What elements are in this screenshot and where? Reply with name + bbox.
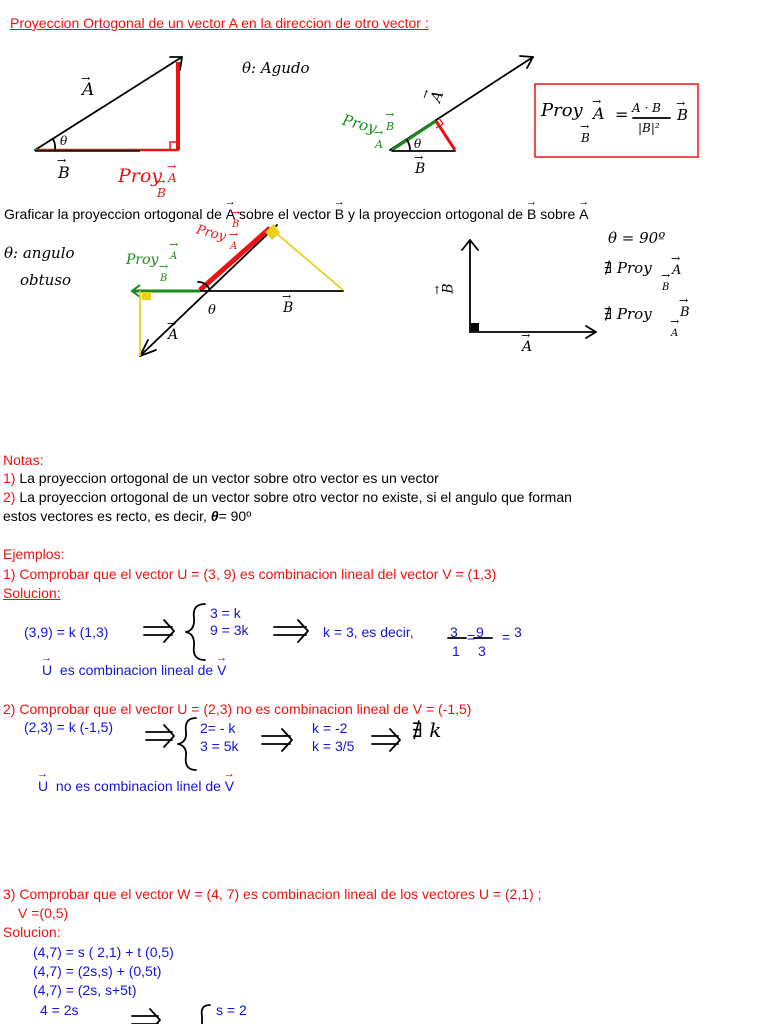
diagram1-label-a: → A <box>82 82 94 99</box>
formula-denominator: |B|² <box>638 121 660 135</box>
diagram3-label-a: → A <box>168 327 178 344</box>
right-angle-black <box>471 323 479 331</box>
no-proj-1-sub: → B <box>662 279 669 296</box>
example-1-equals-2: = <box>502 629 511 645</box>
no-proj-2: ∄ Proy <box>604 305 652 323</box>
example-1-solucion: Solucion: <box>3 585 61 601</box>
axis-a-label: → A <box>522 339 532 356</box>
diagram2-label-theta: θ <box>414 137 422 151</box>
examples-heading: Ejemplos: <box>3 546 65 562</box>
implies-2c <box>372 729 400 751</box>
example-1-value: 3 <box>514 624 522 640</box>
implies-2b <box>262 729 292 751</box>
graph-instruction-part1: Graficar la proyeccion ortogonal de <box>4 206 222 222</box>
example-2-conclusion-v: → V <box>225 778 234 795</box>
implies-3a <box>132 1009 160 1024</box>
example-2-system-2: 3 = 5k <box>200 738 239 754</box>
diagram3-label-proj-ab-sub: → A <box>230 238 237 255</box>
diagram3-label-proj-ba: Proy <box>126 252 159 268</box>
example-2-system-1: 2= - k <box>200 720 236 736</box>
graph-instruction-part2: sobre el vector <box>239 206 331 222</box>
diagram-acute-2 <box>390 56 533 151</box>
diagram1-label-proj-sub: → A <box>168 170 177 187</box>
example-3-line-2: (4,7) = (2s,s) + (0,5t) <box>33 963 162 979</box>
example-1-fraction-2-num: 9 <box>476 624 484 640</box>
implies-2a <box>146 725 174 747</box>
formula-numerator: A · B <box>632 101 661 115</box>
example-1-fraction-1-num: 3 <box>450 624 458 640</box>
diagram2-label-proj-sub: → A <box>375 136 383 153</box>
right-angle-yellow-1 <box>142 292 151 300</box>
implies-1b <box>274 620 308 642</box>
note-1-text: La proyeccion ortogonal de un vector sobre otro vector es un vector <box>19 470 439 486</box>
diagram3-label-proj-ab: Proy <box>194 222 228 245</box>
note-2 <box>3 489 572 506</box>
example-2-conclusion-text: no es combinacion linel de <box>55 778 221 794</box>
diagram-right-angle <box>462 240 596 338</box>
formula-equals: = <box>615 105 629 124</box>
example-2-result-2: k = 3/5 <box>312 738 355 754</box>
no-proj-1: ∄ Proy <box>604 259 652 277</box>
no-proj-2-vec: → B <box>680 304 690 321</box>
no-proj-1-vec: → A <box>672 262 681 279</box>
example-1-fraction-1-den: 1 <box>452 643 460 659</box>
note-1 <box>3 470 439 487</box>
example-2-marks <box>146 718 400 770</box>
diagram2-label-b: → B <box>415 161 425 178</box>
graph-instruction-part4: sobre <box>540 206 576 222</box>
formula-lhs: Proy <box>541 100 583 121</box>
note-2-number: 2) <box>3 489 16 505</box>
example-3-marks <box>132 1005 210 1024</box>
diagram1-label-b: → B <box>58 164 70 181</box>
example-3-line-1: (4,7) = s ( 2,1) + t (0,5) <box>33 944 174 960</box>
diagram3-label-proj-ba-sup: → A <box>170 248 177 265</box>
example-1-conclusion-text: es combinacion lineal de <box>59 662 214 678</box>
right-angle-theta: θ = 90º <box>608 229 666 247</box>
example-2-equation: (2,3) = k (-1,5) <box>24 719 114 735</box>
diagram2-label-proj: Proy <box>340 110 379 138</box>
diagram1-label-proj: Proy <box>118 165 163 187</box>
example-1-conclusion-u: → U <box>42 662 52 679</box>
example-2-no-k: ∄ k <box>412 718 442 742</box>
notes-heading: Notas: <box>3 452 44 468</box>
vector-a-line <box>35 57 182 150</box>
graph-instruction-a1: → A <box>226 206 235 223</box>
theta-arc <box>53 139 55 150</box>
example-3-title-2: V =(0,5) <box>18 905 69 921</box>
perpendicular-yellow-1 <box>270 228 343 290</box>
formula-rhs: → B <box>677 107 688 124</box>
graph-instruction-a2: → A <box>579 206 588 223</box>
example-1-conclusion <box>42 662 226 679</box>
diagram1-label-proj-sup: → B <box>157 185 166 202</box>
diagram-obtuse <box>132 224 343 356</box>
example-3-line-4: 4 = 2s <box>40 1002 79 1018</box>
perpendicular-red-2 <box>436 121 455 150</box>
graph-instruction-b2: → B <box>527 206 536 223</box>
obtuse-label-line1: θ: angulo <box>4 244 75 262</box>
example-3-system-1: s = 2 <box>216 1002 247 1018</box>
example-1-fraction-2-den: 3 <box>478 643 486 659</box>
note-2-value: = 90º <box>218 508 252 524</box>
formula-lhs-sub: → B <box>581 130 590 147</box>
note-1-number: 1) <box>3 470 16 486</box>
diagram-acute-1 <box>35 57 182 151</box>
diagram1-label-theta: θ <box>60 134 68 148</box>
note-2-theta: θ <box>210 508 219 524</box>
note-2-text2: estos vectores es recto, es decir, <box>3 508 207 524</box>
diagram3-label-proj-ba-sub: → B <box>160 270 167 287</box>
axis-b-label: → B <box>441 283 458 293</box>
graph-instruction-part3: y la proyeccion ortogonal de <box>347 206 524 222</box>
example-2-conclusion-u: → U <box>38 778 48 795</box>
note-2-continued <box>3 508 251 525</box>
brace-2 <box>178 718 196 770</box>
example-3-line-3: (4,7) = (2s, s+5t) <box>33 982 137 998</box>
example-1-result: k = 3, es decir, <box>323 624 414 640</box>
brace-1 <box>186 604 205 660</box>
theta-arc-2 <box>407 140 410 150</box>
example-3-solucion: Solucion: <box>3 924 61 940</box>
obtuse-label-line2: obtuso <box>20 271 72 289</box>
example-1-conclusion-v: → V <box>217 662 226 679</box>
graph-instruction <box>4 206 588 223</box>
example-2-title: 2) Comprobar que el vector U = (2,3) no es combinacion lineal de V = (-1,5) <box>3 701 472 717</box>
diagram3-label-proj-ab-sup: → B <box>232 216 239 233</box>
note-2-text: La proyeccion ortogonal de un vector sobre otro vector no existe, si el angulo que forman <box>19 489 572 505</box>
example-1-title: 1) Comprobar que el vector U = (3, 9) es combinacion lineal del vector V = (1,3) <box>3 566 497 582</box>
implies-1a <box>144 620 174 642</box>
diagram3-label-theta: θ <box>208 303 216 318</box>
page-title: Proyeccion Ortogonal de un vector A en la direccion de otro vector : <box>10 15 429 31</box>
example-1-system-1: 3 = k <box>210 605 241 621</box>
right-angle-yellow-2 <box>265 224 280 240</box>
diagram2-label-a: → A <box>428 88 448 104</box>
diagram3-label-b: → B <box>283 300 293 317</box>
example-1-marks <box>144 604 492 660</box>
brace-3 <box>202 1005 210 1024</box>
example-1-equation: (3,9) = k (1,3) <box>24 624 109 640</box>
formula-lhs-vec: → A <box>593 105 605 122</box>
example-2-conclusion <box>38 778 234 795</box>
no-proj-2-sub: → A <box>671 325 678 342</box>
example-1-equals-1: = <box>467 629 476 645</box>
example-3-title: 3) Comprobar que el vector W = (4, 7) es combinacion lineal de los vectores U = (2,1) ; <box>3 886 542 902</box>
acute-label: θ: Agudo <box>242 59 310 77</box>
example-2-result-1: k = -2 <box>312 720 348 736</box>
graph-instruction-b1: → B <box>335 206 344 223</box>
example-1-system-2: 9 = 3k <box>210 622 249 638</box>
diagram2-label-proj-sup: → B <box>386 118 394 135</box>
